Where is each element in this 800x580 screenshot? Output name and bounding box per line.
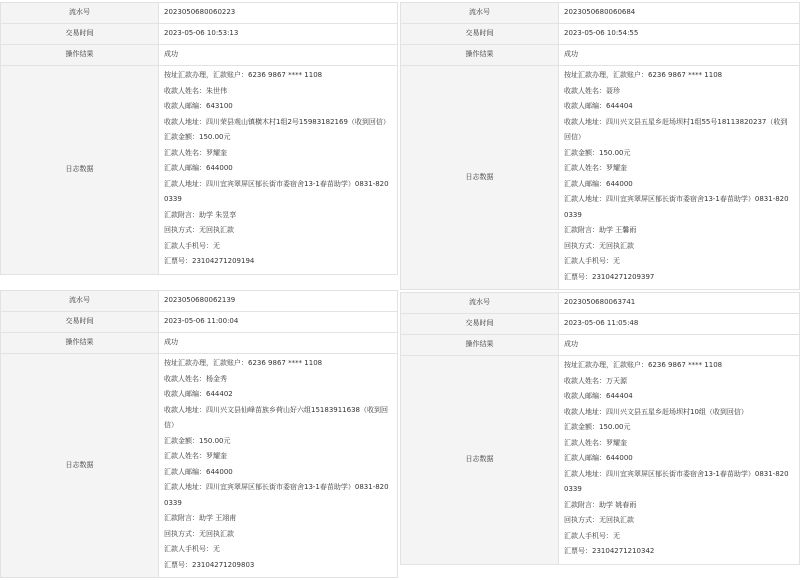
log-line: 收款人邮编：644404 [564,392,633,400]
log-line: 回执方式：无回执汇款 [564,516,634,524]
time-value: 2023-05-06 10:53:13 [159,24,398,45]
log-line: 汇款附言：助学 姚春雨 [564,500,637,509]
log-line: 汇款人手机号：无 [564,531,620,540]
log-line: 回执方式：无回执汇款 [164,226,234,234]
log-line: 汇款附言：助学 王翊甫 [164,514,237,522]
log-line: 汇票号：23104271209397 [564,272,655,281]
log-line: 汇票号：23104271209194 [164,257,255,265]
log-line: 汇款人手机号：无 [164,241,220,250]
log-line: 按址汇款办理，汇款账户：6236 9867 **** 1108 [164,359,323,367]
log-data [564,66,799,289]
log-line: 收款人邮编：644402 [164,390,233,398]
log-line: 汇款金额：150.00元 [164,133,231,141]
log-line: 收款人地址：四川兴文县五星乡赶场坝村1组55号18113820237（收到回信） [564,117,788,141]
log-line: 汇款附言：助学 王馨雨 [564,226,637,234]
log-line: 汇款附言：助学 朱昱享 [164,210,237,219]
result-value: 成功 [559,45,800,66]
record-table [400,292,800,565]
result-label: 操作结果 [1,333,159,354]
log-line: 按址汇款办理，汇款账户：6236 9867 **** 1108 [164,71,323,79]
time-value: 2023-05-06 10:54:55 [559,24,800,45]
log-line: 汇款人姓名：罗耀奎 [564,164,627,172]
log-line: 收款人邮编：643100 [164,102,233,110]
log-line: 汇款人邮编：644000 [164,164,233,172]
serial-label: 流水号 [1,291,159,312]
time-value: 2023-05-06 11:00:04 [159,312,398,333]
log-line: 汇款人地址：四川宜宾翠屏区郁长街市委宿舍13-1春苗助学）0831-8200339 [564,469,789,493]
serial-value: 2023050680060684 [559,3,800,24]
log-line: 汇款人地址：四川宜宾翠屏区郁长街市委宿舍13-1春苗助学）0831-8200339 [164,483,389,507]
record-table [0,2,398,275]
log-line: 收款人姓名：朱世伟 [164,86,227,95]
log-line: 回执方式：无回执汇款 [164,529,234,538]
log-line: 汇款人姓名：罗耀奎 [564,438,627,447]
log-label: 日志数据 [1,66,159,275]
log-data [164,66,397,274]
log-label: 日志数据 [401,356,559,565]
result-value: 成功 [159,333,398,354]
log-line: 汇款人手机号：无 [164,545,220,553]
result-label: 操作结果 [401,45,559,66]
record-table [400,2,800,290]
log-line: 汇票号：23104271210342 [564,547,655,555]
result-label: 操作结果 [401,335,559,356]
serial-label: 流水号 [401,293,559,314]
time-label: 交易时间 [1,312,159,333]
log-line: 收款人地址：四川兴文县五星乡赶场坝村10组（收到回信） [564,407,748,416]
log-label: 日志数据 [401,66,559,290]
record-1 [0,2,398,275]
log-line: 汇款人邮编：644000 [164,467,233,476]
log-line: 收款人邮编：644404 [564,102,633,110]
time-value: 2023-05-06 11:05:48 [559,314,800,335]
log-line: 收款人姓名：聂珍 [564,86,620,95]
log-line: 汇款人地址：四川宜宾翠屏区郁长街市委宿舍13-1春苗助学）0831-8200339 [164,179,389,203]
log-line: 汇款人地址：四川宜宾翠屏区郁长街市委宿舍13-1春苗助学）0831-8200339 [564,195,789,219]
log-line: 收款人地址：四川兴文县仙峰苗族乡荷山好六组15183911638（收到回信） [164,405,388,429]
result-label: 操作结果 [1,45,159,66]
log-line: 收款人姓名：杨金秀 [164,374,227,383]
time-label: 交易时间 [401,314,559,335]
serial-value: 2023050680063741 [559,293,800,314]
time-label: 交易时间 [401,24,559,45]
log-line: 汇款金额：150.00元 [164,436,231,445]
result-value: 成功 [559,335,800,356]
serial-value: 2023050680062139 [159,291,398,312]
record-table [0,290,398,578]
time-label: 交易时间 [1,24,159,45]
log-line: 回执方式：无回执汇款 [564,241,634,250]
log-line: 收款人地址：四川荣县观山镇横木村1组2号15983182169（收到回信） [164,117,390,126]
log-line: 收款人姓名：万天源 [564,376,627,385]
serial-label: 流水号 [401,3,559,24]
log-line: 按址汇款办理，汇款账户：6236 9867 **** 1108 [564,71,723,79]
serial-label: 流水号 [1,3,159,24]
record-4 [400,292,800,565]
log-data [564,356,799,564]
record-2 [400,2,800,290]
log-line: 汇款人姓名：罗耀奎 [164,452,227,460]
result-value: 成功 [159,45,398,66]
serial-value: 2023050680060223 [159,3,398,24]
log-line: 汇票号：23104271209803 [164,560,255,569]
log-line: 汇款人邮编：644000 [564,179,633,188]
log-line: 汇款金额：150.00元 [564,148,631,157]
log-data [164,354,397,577]
log-line: 汇款人邮编：644000 [564,454,633,462]
log-line: 按址汇款办理，汇款账户：6236 9867 **** 1108 [564,361,723,369]
log-line: 汇款人手机号：无 [564,257,620,265]
log-label: 日志数据 [1,354,159,578]
log-line: 汇款金额：150.00元 [564,423,631,431]
log-line: 汇款人姓名：罗耀奎 [164,148,227,157]
record-3 [0,290,398,578]
